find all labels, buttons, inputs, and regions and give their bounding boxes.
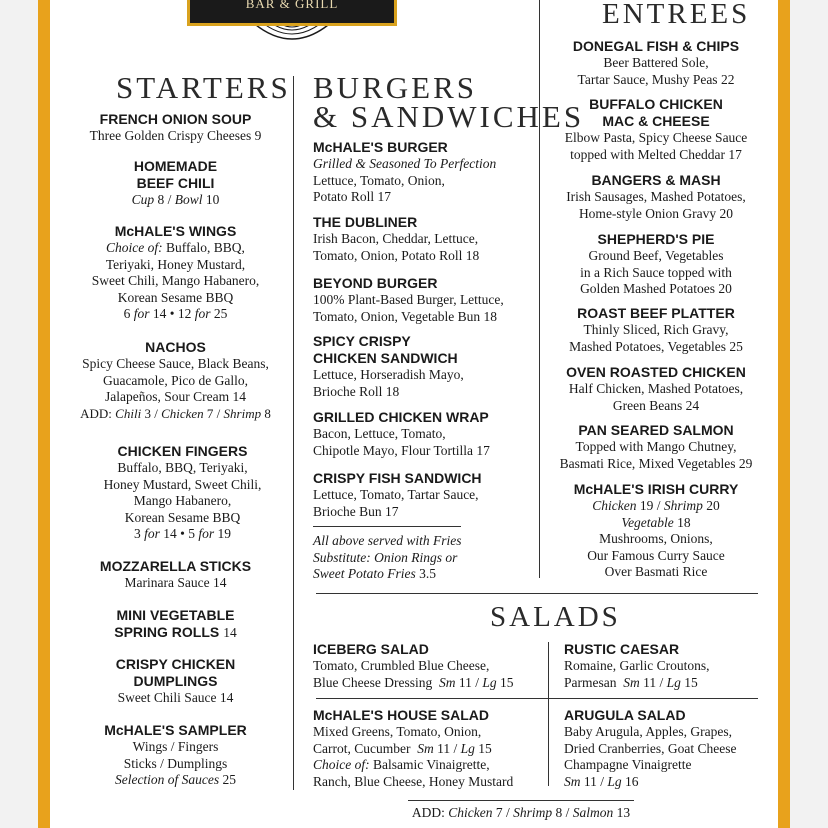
burgers-heading-line1: BURGERS bbox=[313, 70, 477, 105]
starter-dumplings bbox=[63, 656, 288, 707]
option: Vegetable bbox=[621, 514, 674, 530]
add-ons bbox=[380, 805, 662, 822]
item-title: BEEF CHILI bbox=[136, 175, 215, 191]
for-label: for bbox=[194, 306, 211, 321]
item-title: NACHOS bbox=[145, 339, 206, 355]
price: 3.5 bbox=[419, 566, 436, 581]
entree-fish-chips bbox=[544, 38, 768, 88]
item-title: MINI VEGETABLE bbox=[116, 607, 235, 623]
addon: Salmon bbox=[572, 805, 614, 820]
entree-mac bbox=[544, 96, 768, 163]
entree-shepherd bbox=[544, 231, 768, 298]
divider-burger-note bbox=[313, 526, 461, 527]
item-desc: Irish Bacon, Cheddar, Lettuce, bbox=[313, 231, 479, 246]
item-desc: Ranch, Blue Cheese, Honey Mustard bbox=[313, 773, 514, 789]
item-desc: Guacamole, Pico de Gallo, bbox=[102, 372, 249, 388]
burgers-heading-line2: & SANDWICHES bbox=[313, 99, 585, 134]
item-desc: Over Basmati Rice bbox=[604, 564, 708, 579]
price: 7 / bbox=[495, 805, 510, 820]
item-title: CHICKEN SANDWICH bbox=[313, 350, 458, 366]
item-title: McHALE'S BURGER bbox=[313, 139, 448, 155]
size: Lg bbox=[666, 674, 681, 690]
item-desc: Lettuce, Horseradish Mayo, bbox=[313, 367, 464, 382]
choice-label: Choice of: bbox=[106, 240, 163, 255]
item-desc: Mushrooms, Onions, bbox=[599, 531, 713, 546]
item-title: McHALE'S HOUSE SALAD bbox=[313, 707, 490, 723]
salad-iceberg bbox=[313, 641, 545, 691]
item-title: MAC & CHEESE bbox=[602, 113, 710, 129]
item-title: BANGERS & MASH bbox=[591, 172, 721, 188]
price: 8 / bbox=[555, 805, 570, 820]
starter-mozz bbox=[63, 558, 288, 592]
addon: Shrimp bbox=[513, 805, 553, 820]
item-desc: in a Rich Sauce topped with bbox=[580, 264, 732, 280]
item-desc: topped with Melted Cheddar 17 bbox=[570, 146, 742, 162]
item-title: DONEGAL FISH & CHIPS bbox=[572, 38, 740, 54]
for-label: for bbox=[144, 526, 160, 541]
qty: 5 bbox=[188, 526, 195, 541]
size: Sm bbox=[438, 674, 456, 690]
item-desc: Honey Mustard, Sweet Chili, bbox=[103, 476, 262, 492]
addon: Shrimp bbox=[223, 405, 262, 421]
add-ons bbox=[63, 406, 288, 423]
price: 15 bbox=[478, 740, 492, 756]
item-title: DUMPLINGS bbox=[133, 673, 218, 689]
item-price-line bbox=[544, 498, 768, 515]
item-desc: Ground Beef, Vegetables bbox=[588, 248, 724, 263]
size: Sm bbox=[564, 773, 581, 789]
item-desc: Tomato, Crumbled Blue Cheese, bbox=[313, 658, 490, 673]
item-desc: Home-style Onion Gravy 20 bbox=[578, 205, 734, 221]
divider-salad-add bbox=[408, 800, 634, 801]
item-price-line bbox=[564, 675, 774, 692]
entrees-heading: ENTREES bbox=[602, 0, 751, 30]
item-desc: Elbow Pasta, Spicy Cheese Sauce bbox=[564, 130, 748, 145]
item-price-line bbox=[564, 774, 774, 791]
option: Shrimp bbox=[663, 498, 703, 513]
price: 11 / bbox=[458, 674, 479, 690]
price: 8 bbox=[264, 405, 271, 421]
item-title: BUFFALO CHICKEN bbox=[589, 96, 723, 112]
item-title: GRILLED CHICKEN WRAP bbox=[313, 409, 489, 425]
price: 16 bbox=[625, 773, 639, 789]
divider-starters bbox=[293, 76, 294, 790]
item-desc: Tartar Sauce, Mushy Peas 22 bbox=[577, 71, 735, 87]
price: 15 bbox=[500, 674, 514, 690]
item-desc: Sticks / Dumplings bbox=[123, 755, 228, 771]
item-desc: Wings / Fingers bbox=[132, 739, 219, 754]
item-title: McHALE'S WINGS bbox=[114, 223, 237, 239]
desc-text: Selection of Sauces bbox=[114, 772, 220, 787]
price: 25 bbox=[213, 306, 228, 321]
burger-dubliner bbox=[313, 214, 535, 264]
addon: Chicken bbox=[448, 805, 493, 820]
size: Lg bbox=[607, 773, 622, 789]
entree-bangers bbox=[544, 172, 768, 222]
item-price-line bbox=[313, 741, 545, 758]
item-desc: Brioche Roll 18 bbox=[313, 383, 400, 399]
item-desc bbox=[313, 757, 545, 774]
item-desc: Lettuce, Tomato, Onion, bbox=[313, 172, 445, 188]
item-price-line bbox=[70, 526, 295, 543]
item-desc: Mango Habanero, bbox=[133, 493, 232, 508]
burger-note bbox=[313, 533, 535, 583]
salad-add-ons bbox=[380, 805, 662, 822]
item-title: CRISPY FISH SANDWICH bbox=[313, 470, 482, 486]
item-desc: 100% Plant-Based Burger, Lettuce, bbox=[313, 292, 504, 307]
burger-mchale bbox=[313, 139, 535, 206]
item-desc: Three Golden Crispy Cheeses 9 bbox=[89, 128, 262, 143]
item-desc: Baby Arugula, Apples, Grapes, bbox=[564, 724, 732, 739]
price: 20 bbox=[706, 498, 720, 513]
starter-sampler bbox=[63, 722, 288, 789]
item-desc: Mashed Potatoes, Vegetables 25 bbox=[569, 338, 743, 354]
option: Chicken bbox=[592, 498, 637, 513]
desc-text: Parmesan bbox=[564, 674, 617, 690]
item-desc: Tomato, Onion, Vegetable Bun 18 bbox=[313, 308, 498, 324]
burger-beyond bbox=[313, 275, 535, 325]
starter-wings bbox=[63, 223, 288, 323]
item-desc: Marinara Sauce 14 bbox=[124, 575, 227, 590]
divider-salads-mid bbox=[548, 642, 549, 786]
item-title-line bbox=[63, 624, 288, 642]
choice-label: Choice of: bbox=[313, 757, 370, 772]
addon: Chili bbox=[115, 405, 142, 421]
item-desc: Buffalo, BBQ, Teriyaki, bbox=[117, 460, 248, 475]
starter-fingers bbox=[70, 443, 295, 543]
right-border bbox=[778, 0, 790, 828]
note-line bbox=[313, 566, 535, 583]
burger-fish bbox=[313, 470, 535, 520]
item-desc: Lettuce, Tomato, Tartar Sauce, bbox=[313, 487, 479, 502]
entree-oven bbox=[544, 364, 768, 414]
qty: 12 bbox=[177, 306, 192, 321]
item-desc: Tomato, Onion, Potato Roll 18 bbox=[313, 247, 480, 263]
item-title: SPICY CRISPY bbox=[313, 333, 411, 349]
logo bbox=[187, 0, 397, 52]
item-price-line bbox=[544, 515, 768, 532]
for-label: for bbox=[133, 306, 150, 321]
add-label: ADD: bbox=[80, 405, 112, 421]
item-title: MOZZARELLA STICKS bbox=[99, 558, 252, 574]
bowl-label: Bowl bbox=[174, 192, 203, 207]
price: 14 bbox=[223, 625, 237, 640]
note-line: All above served with Fries bbox=[313, 533, 462, 548]
item-title: CRISPY CHICKEN bbox=[115, 656, 236, 672]
cup-label: Cup bbox=[131, 192, 155, 207]
burger-wrap bbox=[313, 409, 535, 459]
price: 10 bbox=[205, 192, 220, 207]
starter-chili bbox=[63, 158, 288, 209]
item-desc: Sweet Chili Sauce 14 bbox=[117, 690, 234, 705]
item-price-line bbox=[63, 192, 288, 209]
qty: 3 bbox=[133, 526, 141, 541]
size: Lg bbox=[482, 674, 497, 690]
price: 14 • bbox=[152, 306, 175, 321]
salad-caesar bbox=[564, 641, 774, 691]
item-desc: Brioche Bun 17 bbox=[313, 503, 399, 519]
size: Sm bbox=[623, 674, 640, 690]
entree-roast bbox=[544, 305, 768, 355]
add-label: ADD: bbox=[411, 805, 445, 820]
item-desc: Potato Roll 17 bbox=[313, 189, 392, 204]
starter-rolls bbox=[63, 607, 288, 642]
item-desc: Korean Sesame BBQ bbox=[124, 509, 241, 525]
item-title: McHALE'S SAMPLER bbox=[104, 722, 247, 738]
item-desc: Irish Sausages, Mashed Potatoes, bbox=[566, 189, 746, 204]
price: 8 bbox=[157, 192, 165, 207]
item-desc: Mixed Greens, Tomato, Onion, bbox=[313, 724, 482, 739]
item-title: OVEN ROASTED CHICKEN bbox=[566, 364, 746, 380]
item-desc: Thinly Sliced, Rich Gravy, bbox=[583, 322, 729, 337]
item-title: McHALE'S IRISH CURRY bbox=[573, 481, 739, 497]
salads-heading: SALADS bbox=[490, 601, 621, 633]
addon: Chicken bbox=[161, 405, 204, 421]
note-line: Substitute: Onion Rings or bbox=[313, 549, 458, 565]
item-title: HOMEMADE bbox=[133, 158, 218, 174]
starter-french-onion bbox=[63, 111, 288, 145]
price: 3 / bbox=[144, 405, 158, 421]
left-border bbox=[38, 0, 50, 828]
price: 25 bbox=[222, 772, 237, 787]
starters-heading: STARTERS bbox=[116, 70, 291, 105]
item-title: BEYOND BURGER bbox=[313, 275, 438, 291]
item-desc: Champagne Vinaigrette bbox=[564, 757, 692, 772]
item-desc: Golden Mashed Potatoes 20 bbox=[580, 281, 732, 296]
item-desc: Bacon, Lettuce, Tomato, bbox=[313, 426, 446, 441]
item-desc: Our Famous Curry Sauce bbox=[587, 547, 725, 563]
entree-curry bbox=[544, 481, 768, 581]
item-price-line bbox=[63, 306, 288, 323]
entree-salmon bbox=[544, 422, 768, 472]
item-title: PAN SEARED SALMON bbox=[578, 422, 734, 438]
item-desc: Green Beans 24 bbox=[612, 397, 700, 413]
item-desc: Topped with Mango Chutney, bbox=[575, 439, 737, 454]
for-label: for bbox=[198, 526, 215, 541]
price: 13 bbox=[616, 805, 631, 820]
item-tagline: Grilled & Seasoned To Perfection bbox=[313, 156, 497, 171]
price: 7 / bbox=[206, 405, 221, 421]
desc-text: Buffalo, BBQ, bbox=[166, 240, 245, 255]
burger-spicy bbox=[313, 333, 535, 400]
price: 11 / bbox=[437, 740, 458, 756]
price: 11 / bbox=[643, 674, 664, 690]
logo-text: BAR & GRILL bbox=[245, 0, 339, 11]
item-desc: Chipotle Mayo, Flour Tortilla 17 bbox=[313, 442, 490, 458]
item-desc: Dried Cranberries, Goat Cheese bbox=[564, 740, 737, 756]
item-desc bbox=[63, 772, 288, 789]
item-desc: Sweet Chili, Mango Habanero, bbox=[91, 273, 260, 288]
item-title: SPRING ROLLS bbox=[114, 624, 220, 640]
item-desc: Teriyaki, Honey Mustard, bbox=[105, 256, 246, 272]
item-title: ICEBERG SALAD bbox=[313, 641, 429, 657]
size: Sm bbox=[417, 740, 434, 756]
item-desc: Half Chicken, Mashed Potatoes, bbox=[568, 381, 744, 396]
price: 15 bbox=[684, 674, 698, 690]
item-desc: Jalapeños, Sour Cream 14 bbox=[105, 389, 246, 404]
item-desc: Romaine, Garlic Croutons, bbox=[564, 658, 710, 673]
item-title: THE DUBLINER bbox=[313, 214, 418, 230]
separator: / bbox=[167, 192, 172, 207]
desc-text: Blue Cheese Dressing bbox=[313, 674, 433, 690]
item-desc: Korean Sesame BBQ bbox=[117, 289, 234, 305]
qty: 6 bbox=[123, 306, 131, 321]
price: 14 • bbox=[163, 526, 185, 541]
starter-nachos bbox=[63, 339, 288, 422]
size: Lg bbox=[460, 740, 475, 756]
item-price-line bbox=[313, 675, 545, 692]
salad-house bbox=[313, 707, 545, 790]
price: 19 bbox=[217, 526, 231, 541]
salad-arugula bbox=[564, 707, 774, 790]
note-text: Sweet Potato Fries bbox=[313, 566, 416, 581]
price: 19 / bbox=[639, 498, 661, 513]
item-desc: Spicy Cheese Sauce, Black Beans, bbox=[82, 356, 269, 371]
price: 11 / bbox=[583, 773, 604, 789]
item-desc bbox=[63, 240, 288, 257]
item-title: RUSTIC CAESAR bbox=[564, 641, 680, 657]
item-title: FRENCH ONION SOUP bbox=[99, 111, 252, 127]
divider-salads-row bbox=[316, 698, 758, 699]
price: 18 bbox=[677, 514, 691, 530]
desc-text: Carrot, Cucumber bbox=[313, 740, 411, 756]
divider-salads-top bbox=[316, 593, 758, 594]
item-title: SHEPHERD'S PIE bbox=[597, 231, 715, 247]
item-title: ROAST BEEF PLATTER bbox=[577, 305, 735, 321]
item-desc: Beer Battered Sole, bbox=[603, 55, 709, 70]
item-title: CHICKEN FINGERS bbox=[117, 443, 248, 459]
desc-text: Balsamic Vinaigrette, bbox=[373, 757, 490, 772]
item-desc: Basmati Rice, Mixed Vegetables 29 bbox=[559, 455, 753, 471]
item-title: ARUGULA SALAD bbox=[564, 707, 686, 723]
